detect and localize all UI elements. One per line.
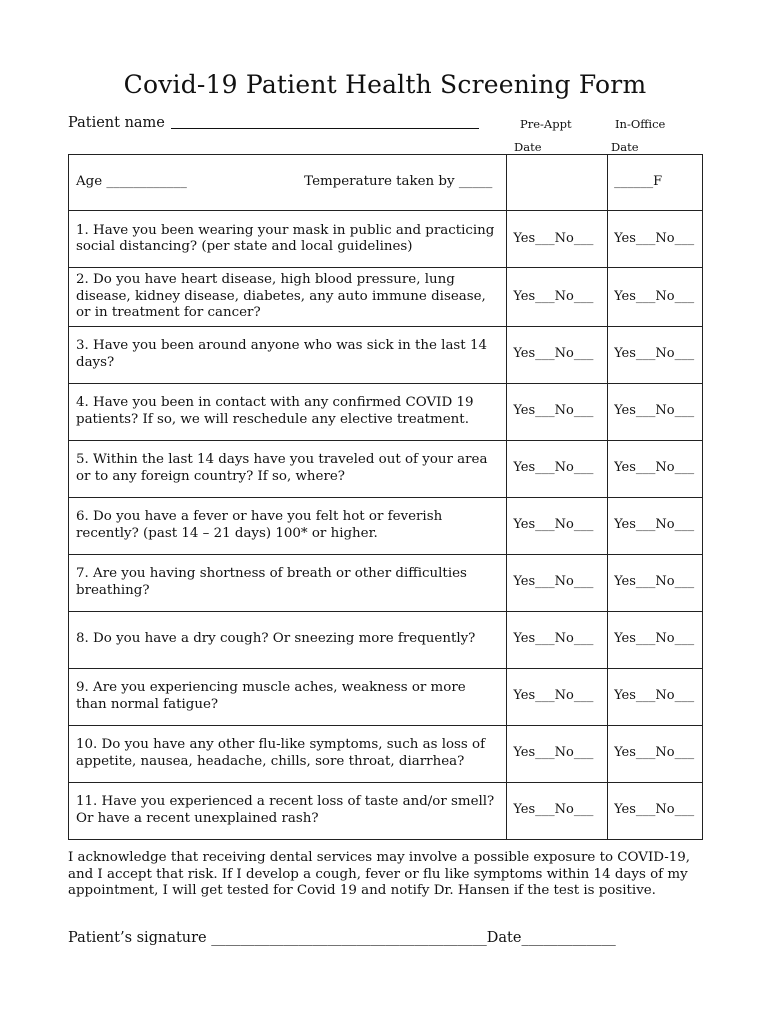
question-text: 2. Do you have heart disease, high blood pressure, lung disease, kidney disease, diabetes, any auto immune disease, or in treatment for cancer? [69,268,507,327]
pre-appt-answer[interactable]: Yes___No___ [507,782,608,839]
temperature-taken-by-field[interactable]: Temperature taken by _____ [304,174,493,190]
in-office-answer[interactable]: Yes___No___ [608,725,703,782]
pre-appt-label: Pre-Appt [520,117,572,131]
question-text: 10. Do you have any other flu-like symptoms, such as loss of appetite, nausea, headache, chills, sore throat, diarrhea? [69,725,507,782]
acknowledgement-text: I acknowledge that receiving dental services may involve a possible exposure to COVID-19, and I accept that risk. If I develop a cough, fever or flu like symptoms within 14 days of my appointment, I will get tested for Covid 19 and notify Dr. Hansen if the test is positive. [68,850,691,898]
question-text: 6. Do you have a fever or have you felt hot or feverish recently? (past 14 – 21 days) 100* or higher. [69,497,507,554]
in-office-answer[interactable]: Yes___No___ [608,268,703,327]
question-text: 7. Are you having shortness of breath or other difficulties breathing? [69,554,507,611]
signature-line[interactable] [68,930,616,946]
age-temperature-row [69,155,703,211]
pre-appt-answer[interactable]: Yes___No___ [507,668,608,725]
in-office-answer[interactable]: Yes___No___ [608,326,703,383]
pre-appt-date-label: Date [514,140,542,154]
in-office-label: In-Office [615,117,666,131]
screening-table [68,154,703,840]
in-office-header [611,113,665,159]
pre-appt-answer[interactable]: Yes___No___ [507,383,608,440]
pre-appt-temperature-cell[interactable] [507,155,608,211]
in-office-answer[interactable]: Yes___No___ [608,782,703,839]
question-row [69,668,703,725]
patient-signature-field[interactable]: Patient’s signature ______________________________________ [68,930,487,946]
pre-appt-answer[interactable]: Yes___No___ [507,554,608,611]
in-office-answer[interactable]: Yes___No___ [608,611,703,668]
pre-appt-answer[interactable]: Yes___No___ [507,611,608,668]
in-office-answer[interactable]: Yes___No___ [608,211,703,268]
question-row [69,611,703,668]
question-text: 11. Have you experienced a recent loss of taste and/or smell? Or have a recent unexplained rash? [69,782,507,839]
question-row [69,725,703,782]
in-office-answer[interactable]: Yes___No___ [608,497,703,554]
in-office-answer[interactable]: Yes___No___ [608,440,703,497]
patient-name-line[interactable] [171,114,479,129]
in-office-answer[interactable]: Yes___No___ [608,668,703,725]
in-office-answer[interactable]: Yes___No___ [608,554,703,611]
question-text: 9. Are you experiencing muscle aches, weakness or more than normal fatigue? [69,668,507,725]
pre-appt-header [514,113,572,159]
question-row [69,211,703,268]
question-row [69,326,703,383]
age-field[interactable]: Age ____________ [76,174,187,190]
in-office-temperature-cell[interactable]: ______F [608,155,703,211]
age-temperature-cell [69,155,507,211]
pre-appt-answer[interactable]: Yes___No___ [507,440,608,497]
pre-appt-answer[interactable]: Yes___No___ [507,326,608,383]
patient-name-label: Patient name [68,115,165,131]
question-row [69,383,703,440]
question-text: 8. Do you have a dry cough? Or sneezing more frequently? [69,611,507,668]
pre-appt-answer[interactable]: Yes___No___ [507,268,608,327]
question-row [69,554,703,611]
pre-appt-answer[interactable]: Yes___No___ [507,497,608,554]
question-text: 1. Have you been wearing your mask in public and practicing social distancing? (per state and local guidelines) [69,211,507,268]
pre-appt-answer[interactable]: Yes___No___ [507,725,608,782]
pre-appt-answer[interactable]: Yes___No___ [507,211,608,268]
form-title: Covid-19 Patient Health Screening Form [123,70,647,99]
question-row [69,268,703,327]
in-office-answer[interactable]: Yes___No___ [608,383,703,440]
in-office-date-label: Date [611,140,639,154]
signature-date-field[interactable]: Date_____________ [486,930,616,946]
question-text: 4. Have you been in contact with any confirmed COVID 19 patients? If so, we will reschedule any elective treatment. [69,383,507,440]
question-row [69,440,703,497]
patient-name-field[interactable] [68,114,479,131]
question-row [69,497,703,554]
question-row [69,782,703,839]
question-text: 3. Have you been around anyone who was sick in the last 14 days? [69,326,507,383]
question-text: 5. Within the last 14 days have you traveled out of your area or to any foreign country? If so, where? [69,440,507,497]
